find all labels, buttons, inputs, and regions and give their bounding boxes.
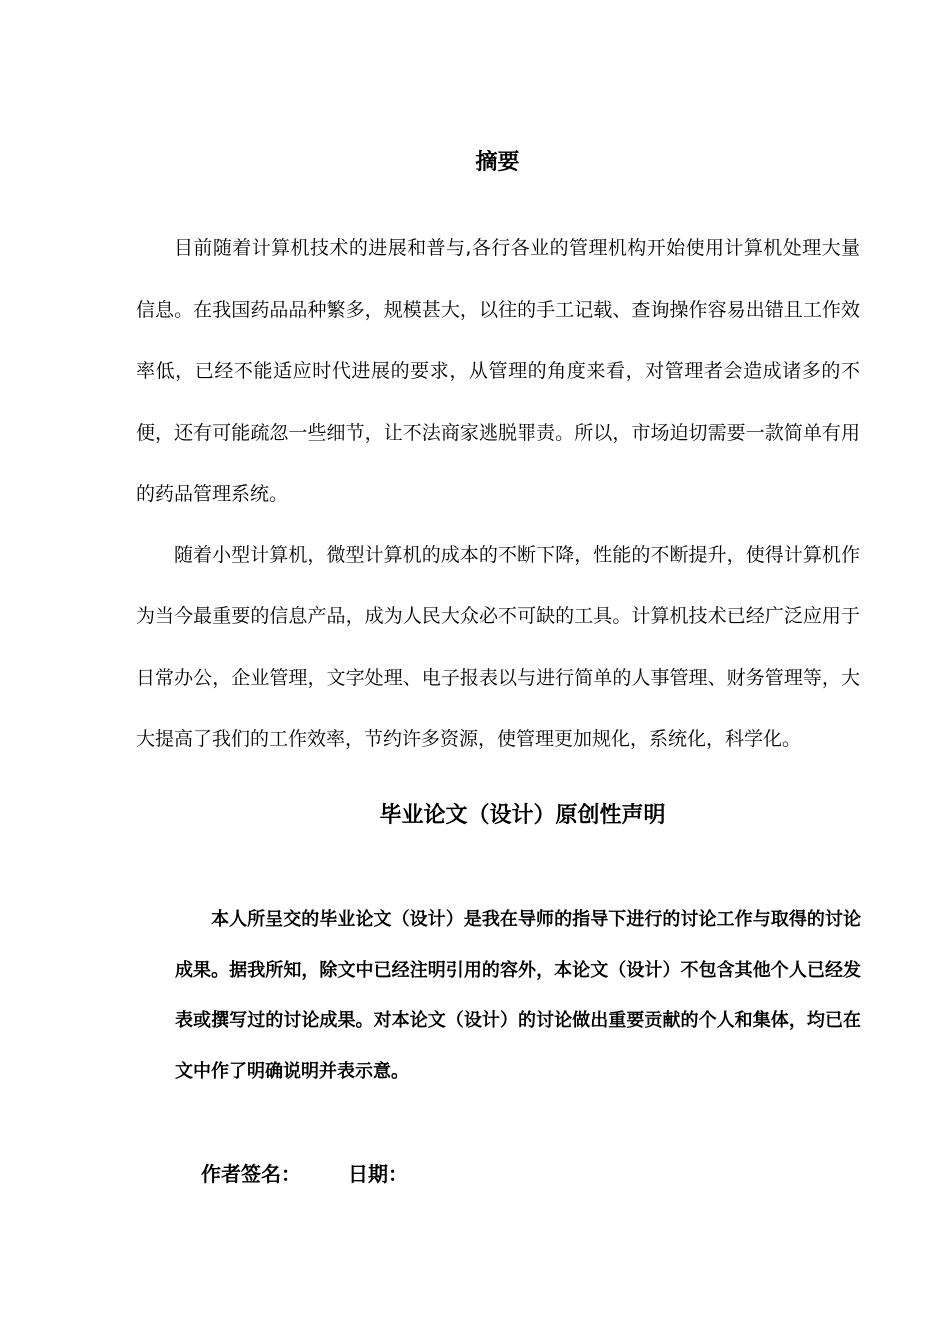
abstract-paragraph-2: 随着小型计算机，微型计算机的成本的不断下降，性能的不断提升，使得计算机作为当今最重要的信息产品，成为人民大众必不可缺的工具。计算机技术已经广泛应用于日常办公，企业管理，文字处理、电子报表以与进行简单的人事管理、财务管理等，大大提高了我们的工作效率，节约许多资源，使管理更加规化，系统化，科学化。: [136, 543, 860, 750]
signature-row: [201, 1156, 408, 1192]
abstract-title: 摘要: [475, 150, 520, 175]
declaration-title: 毕业论文（设计）原创性声明: [379, 803, 666, 828]
author-signature-label: 作者签名：: [201, 1162, 301, 1186]
declaration-body: 本人所呈交的毕业论文（设计）是我在导师的指导下进行的讨论工作与取得的讨论成果。据我所知，除文中已经注明引用的容外，本论文（设计）不包含其他个人已经发表或撰写过的讨论成果。对本论文（设计）的讨论做出重要贡献的个人和集体，均已在文中作了明确说明并表示意。: [175, 909, 861, 1082]
abstract-body: [136, 218, 860, 771]
abstract-paragraph-1: 目前随着计算机技术的进展和普与,各行各业的管理机构开始使用计算机处理大量信息。在我国药品品种繁多，规模甚大，以往的手工记载、查询操作容易出错且工作效率低，已经不能适应时代进展的要求，从管理的角度来看，对管理者会造成诸多的不便，还有可能疏忽一些细节，让不法商家逃脱罪责。所以，市场迫切需要一款简单有用的药品管理系统。: [136, 237, 860, 505]
date-label: 日期：: [347, 1162, 408, 1186]
